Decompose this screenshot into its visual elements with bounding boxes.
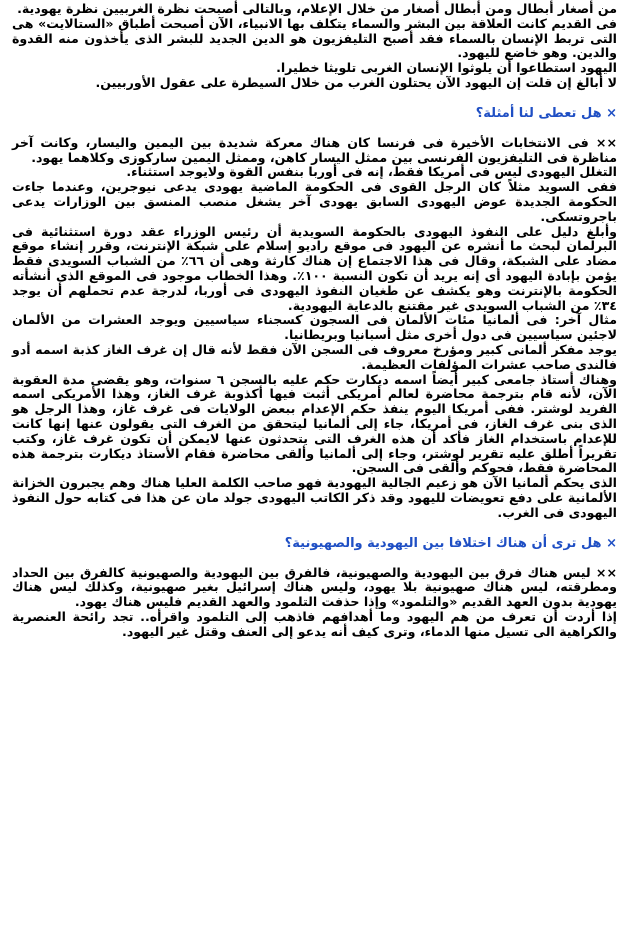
paragraph: لا أبالغ إن قلت إن اليهود الآن يحتلون الغرب من خلال السيطرة على عقول الأوربيين. bbox=[95, 74, 617, 90]
spacer bbox=[12, 121, 617, 136]
paragraph: وهناك أستاذ جامعى كبير أيضاً اسمه ديكارت حكم عليه بالسجن ٦ سنوات، وهو يقضى مدة العقوبة الآن، لأنه قام بترجمة محاضرة لعالم أمريكى أثبت فيها أكذوبة غرف الغاز، وهذا الأمريكى اسمه الفريد لوشتر. ففى أمريكا اليوم ينفذ حكم الإعدام ببعض الولايات فى غرف غاز، وهذا الرجل هو الذى بنى غرف الغاز، فى أمريكا، جاء إلى ألمانيا ليتحقق من الغرف التى يقولون عنها إنها كانت للإعدام باستخدام الغاز فأكد أن هذه الغرف التى يتحدثون عنها لايمكن أن تكون غرف غاز، وكتب تقريراً أطلق عليه تقرير لوشتر، وجاء إلى ألمانيا وألقى محاضرة فقام الأستاذ ديكارت بترجمة هذه المحاضرة فقط، فحوكم وألقى فى السجن. bbox=[12, 371, 617, 476]
paragraph: مثال آخر: فى ألمانيا مئات الألمان فى السجون كسجناء سياسيين ويوجد العشرات من الألمان لاجئين سياسيين فى دول أخرى مثل أسبانيا وبريطانيا. bbox=[12, 312, 617, 343]
spacer bbox=[12, 91, 617, 106]
answer-block bbox=[12, 136, 617, 521]
paragraph: ×× فى الانتخابات الأخيرة فى فرنسا كان هناك معركة شديدة بين اليمين واليسار، وكانت آخر مناظرة فى التليفزيون الفرنسى بين ممثل اليسار كاهن، وممثل اليمين ساركوزى وكلاهما يهود. bbox=[12, 134, 617, 165]
paragraph: فى القديم كانت العلاقة بين البشر والسماء يتكلف بها الانبياء، الآن أصبحت أطباق «الستالايت» هى التى تربط الإنسان بالسماء فقد أصبح التليفزيون هو الدين الجديد للبشر الذى يأخذون منه القدوة والدين. وهو خاضع لليهود. bbox=[12, 15, 617, 61]
paragraph: الذى يحكم ألمانيا الآن هو زعيم الجالية اليهودية فهو صاحب الكلمة العليا هناك وهم يجبرون الخزانة الألمانية على دفع تعويضات لليهود وقد ذكر الكاتب اليهودى جولد مان عن هذا فى كتابه حول النفوذ اليهودى فى الغرب. bbox=[12, 475, 617, 520]
paragraph: من أصغار أبطال ومن أبطال أصغار من خلال الإعلام، وبالتالى أصبحت نظرة الغربيين نظرة يهودية. bbox=[17, 1, 617, 16]
paragraph: اليهود استطاعوا أن يلوثوا الإنسان الغربى تلويثا خطيرا. bbox=[276, 60, 617, 76]
question-heading: × هل ترى أن هناك اختلافا بين اليهودية والصهيونية؟ bbox=[284, 535, 617, 551]
section-intro bbox=[12, 2, 617, 91]
paragraph: ففى السويد مثلاً كان الرجل القوى فى الحكومة الماضية يهودى يدعى نيوجرين، وعندما جاءت الحكومة الجديدة عوض اليهودى السابق يهودى آخر يشغل منصب المنسق بين الوزارات يدعى باجروتسكى. bbox=[12, 179, 617, 224]
paragraph: وأبلغ دليل على النفوذ اليهودى بالحكومة السويدية أن رئيس الوزراء عقد دورة استثنائية فى البرلمان لبحث ما أنشره عن اليهود فى موقع راديو إسلام على شبكة الإنترنت، وقرر إنشاء موقع مضاد على الشبكة، وقال فى هذا الاجتماع إن هناك كارثة وهى أن ٦٦٪ من الشباب السويدى فقط يؤمن بإبادة اليهود أى إنه يريد أن تكون النسبة ١٠٠٪. وهذا الخطاب موجود فى الموقع الذى أنشأته الحكومة بالإنترنت وهو يكشف عن طغيان النفوذ اليهودى فى أوربا، لدرجة عدم تحملهم أن يوجد ٣٤٪ من الشباب السويدى غير مقتنع بالدعاية اليهودية. bbox=[12, 223, 617, 313]
paragraph: ×× ليس هناك فرق بين اليهودية والصهيونية، فالفرق بين اليهودية والصهيونية كالفرق بين الحداد ومطرقته، ليس هناك صهيونية بلا يهود، وليس هناك إسرائيل بغير صهيونية، وكذلك ليس هناك يهودية بدون العهد القديم «والتلمود» وإذا حذفت التلمود والعهد القديم فليس هناك يهود. bbox=[12, 564, 617, 610]
paragraph: إذا أردت أن تعرف من هم اليهود وما أهدافهم فاذهب إلى التلمود واقرأه.. تجد رائحة العنصرية والكراهية الى تسيل منها الدماء، وترى كيف أنه يدعو إلى العنف وقتل غير اليهود. bbox=[12, 608, 617, 639]
spacer bbox=[12, 521, 617, 536]
paragraph: يوجد مفكر ألمانى كبير ومؤرخ معروف فى السجن الآن فقط لأنه قال إن غرف الغاز كذبة اسمه أدو فالندى صاحب عشرات المؤلفات العظيمة. bbox=[12, 341, 617, 372]
spacer bbox=[12, 551, 617, 566]
question-heading: × هل تعطى لنا أمثلة؟ bbox=[475, 105, 617, 121]
answer-block bbox=[12, 566, 617, 640]
paragraph: التغلل اليهودى ليس فى أمريكا فقط، إنه فى أوربا بنفس القوة ولايوجد استثناء. bbox=[126, 164, 617, 180]
